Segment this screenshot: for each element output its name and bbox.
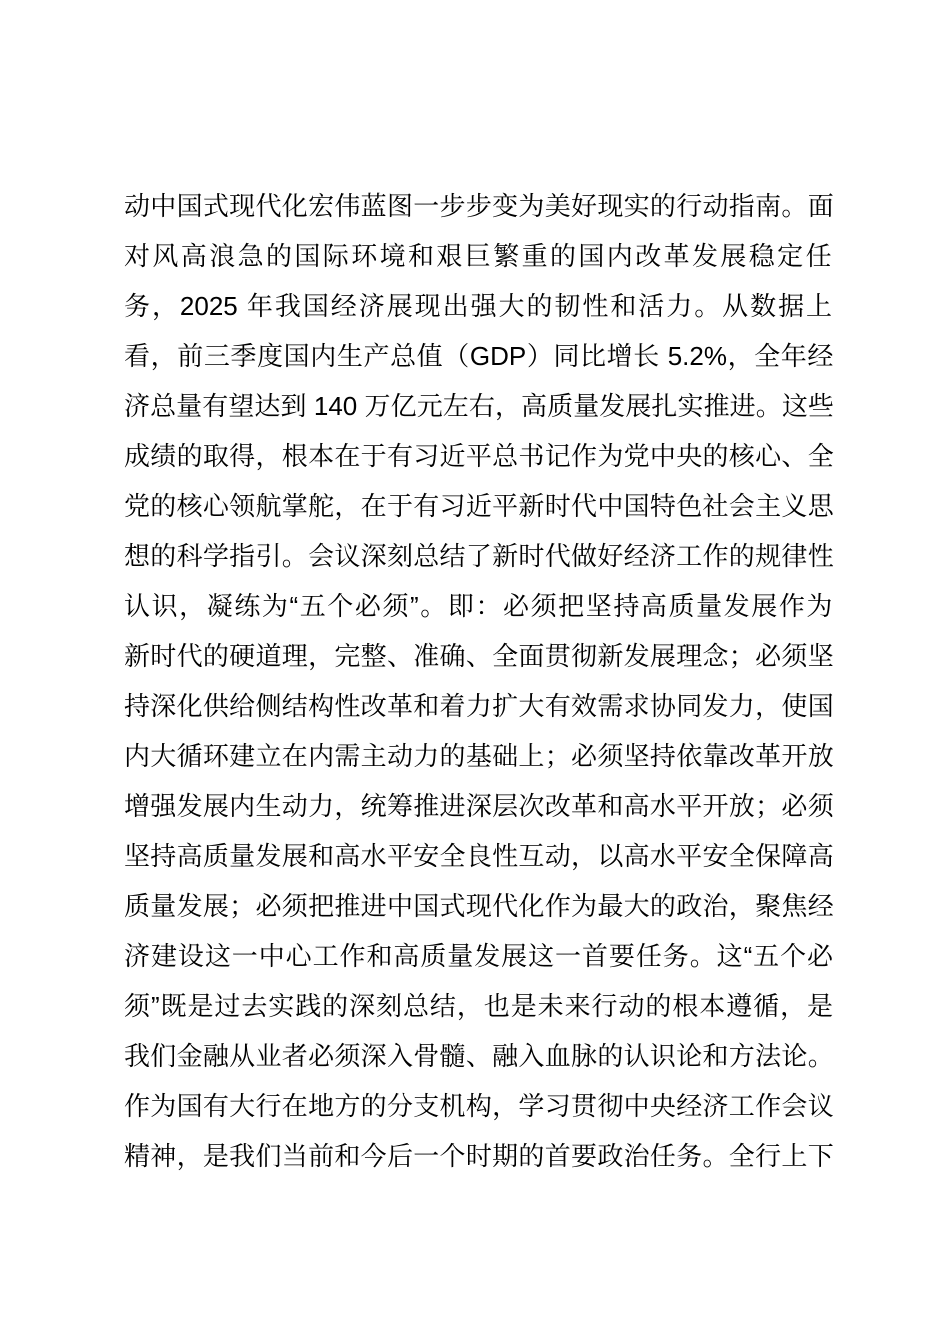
text-line: 持深化供给侧结构性改革和着力扩大有效需求协同发力，使国	[124, 691, 834, 721]
text-line: 对风高浪急的国际环境和艰巨繁重的国内改革发展稳定任	[124, 241, 834, 271]
text-line: 想的科学指引。会议深刻总结了新时代做好经济工作的规律性	[124, 541, 834, 571]
text-line: 新时代的硬道理，完整、准确、全面贯彻新发展理念；必须坚	[124, 641, 834, 671]
text-line: 作为国有大行在地方的分支机构，学习贯彻中央经济工作会议	[124, 1091, 834, 1121]
text-line: 济总量有望达到 140 万亿元左右，高质量发展扎实推进。这些	[124, 391, 834, 421]
text-line: 增强发展内生动力，统筹推进深层次改革和高水平开放；必须	[124, 791, 834, 821]
text-line: 坚持高质量发展和高水平安全良性互动，以高水平安全保障高	[124, 841, 834, 871]
text-line: 内大循环建立在内需主动力的基础上；必须坚持依靠改革开放	[124, 741, 834, 771]
text-line: 我们金融从业者必须深入骨髓、融入血脉的认识论和方法论。	[124, 1041, 834, 1071]
text-line: 认识，凝练为“五个必须”。即：必须把坚持高质量发展作为	[124, 591, 834, 621]
text-line: 须”既是过去实践的深刻总结，也是未来行动的根本遵循，是	[124, 991, 834, 1021]
text-line: 看，前三季度国内生产总值（GDP）同比增长 5.2%，全年经	[124, 341, 834, 371]
text-line: 成绩的取得，根本在于有习近平总书记作为党中央的核心、全	[124, 441, 834, 471]
text-line: 务，2025 年我国经济展现出强大的韧性和活力。从数据上	[124, 291, 834, 321]
text-line: 济建设这一中心工作和高质量发展这一首要任务。这“五个必	[124, 941, 834, 971]
text-line: 质量发展；必须把推进中国式现代化作为最大的政治，聚焦经	[124, 891, 834, 921]
text-line: 精神，是我们当前和今后一个时期的首要政治任务。全行上下	[124, 1141, 834, 1171]
text-line: 动中国式现代化宏伟蓝图一步步变为美好现实的行动指南。面	[124, 191, 834, 221]
body-text-paragraph	[124, 181, 834, 1181]
text-line: 党的核心领航掌舵，在于有习近平新时代中国特色社会主义思	[124, 491, 834, 521]
